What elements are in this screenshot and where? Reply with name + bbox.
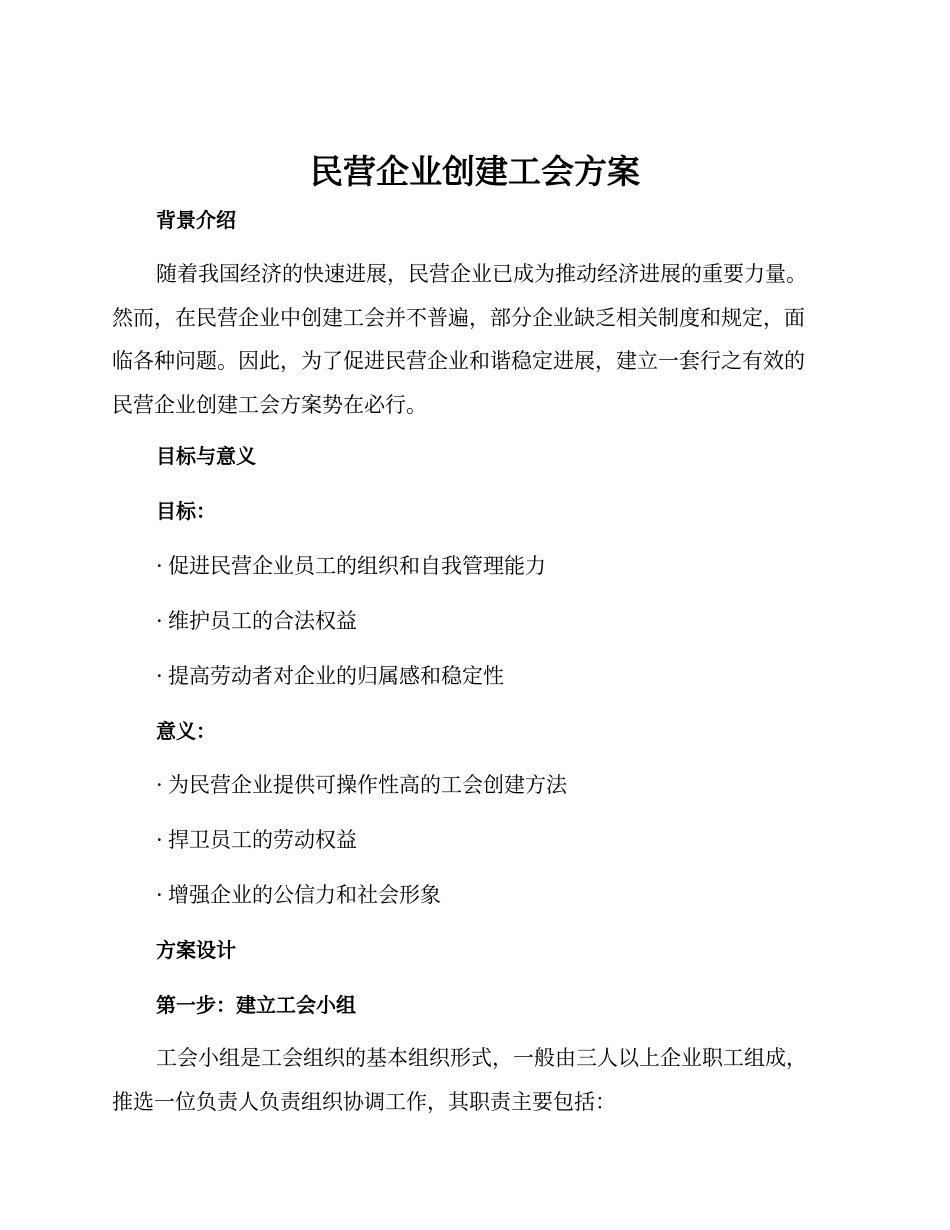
list-item-text: 增强企业的公信力和社会形象 <box>168 883 441 907</box>
paragraph-line: 临各种问题。因此，为了促进民营企业和谐稳定进展，建立一套行之有效的 <box>112 349 805 373</box>
section-heading-design: 方案设计 <box>156 938 236 962</box>
section-heading-goals: 目标与意义 <box>156 444 256 468</box>
bullet-icon: · <box>156 773 163 797</box>
meaning-label: 意义： <box>156 719 216 743</box>
meaning-list-item <box>156 825 357 855</box>
paragraph-line: 工会小组是工会组织的基本组织形式，一般由三人以上企业职工组成， <box>156 1046 807 1070</box>
paragraph-line: 民营企业创建工会方案势在必行。 <box>112 392 427 417</box>
meaning-list-item <box>156 880 441 910</box>
target-list-item <box>156 606 357 636</box>
target-list-item <box>156 551 546 581</box>
bullet-icon: · <box>156 554 163 578</box>
bullet-icon: · <box>156 883 163 907</box>
bullet-icon: · <box>156 828 163 852</box>
list-item-text: 维护员工的合法权益 <box>168 609 357 633</box>
list-item-text: 提高劳动者对企业的归属感和稳定性 <box>168 664 504 688</box>
target-list-item <box>156 661 504 691</box>
step1-heading: 第一步：建立工会小组 <box>156 993 356 1017</box>
paragraph-line: 推选一位负责人负责组织协调工作，其职责主要包括： <box>112 1089 616 1114</box>
list-item-text: 捍卫员工的劳动权益 <box>168 828 357 852</box>
document-title: 民营企业创建工会方案 <box>310 152 640 191</box>
bullet-icon: · <box>156 609 163 633</box>
meaning-list-item <box>156 770 567 800</box>
paragraph-line: 然而，在民营企业中创建工会并不普遍，部分企业缺乏相关制度和规定，面 <box>112 305 805 330</box>
section-heading-background: 背景介绍 <box>156 208 236 232</box>
bullet-icon: · <box>156 664 163 688</box>
step1-paragraph <box>112 1037 832 1124</box>
list-item-text: 促进民营企业员工的组织和自我管理能力 <box>168 554 546 578</box>
background-paragraph <box>112 253 832 427</box>
paragraph-line: 随着我国经济的快速进展，民营企业已成为推动经济进展的重要力量。 <box>156 262 807 286</box>
target-label: 目标： <box>156 499 216 523</box>
list-item-text: 为民营企业提供可操作性高的工会创建方法 <box>168 773 567 797</box>
